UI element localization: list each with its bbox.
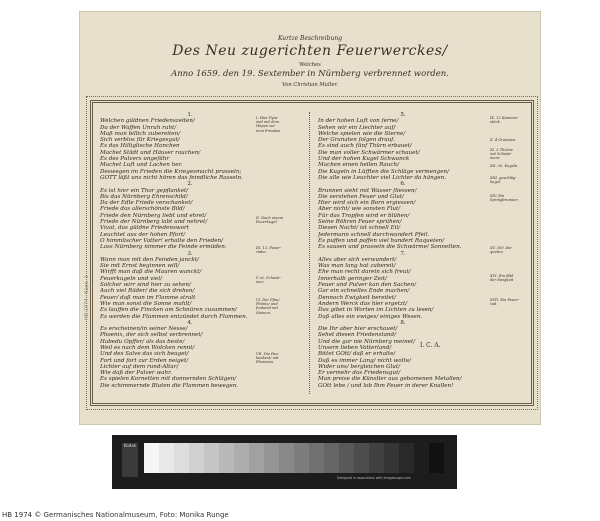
verse-line: Die verstehen Feuer und Glut/ xyxy=(318,193,405,200)
margin-note-left-5: VI. Der Pfau/ Phönix/ und funkend mit Steinen. xyxy=(256,298,280,315)
verse-line: Maß man billich zubereiten/ xyxy=(100,130,181,137)
signature: I. C. A. xyxy=(420,342,441,349)
verse-line: Welchen güldnen Friedenszeiten/ xyxy=(100,118,195,125)
gray-step xyxy=(189,443,204,473)
verse-line: Es sausen und prasseln die Schwärme/ Sonnetten. xyxy=(318,244,462,251)
color-calibration-card xyxy=(112,435,457,489)
verse-line: Er vermehr das Friedensgut/ xyxy=(318,370,401,377)
verse-line: Daß alles ein ewiges/ einiges Wesen. xyxy=(318,313,423,320)
gray-step xyxy=(369,443,384,473)
verse-line: Die Kugeln in Lüfften die Schläge vermengen/ xyxy=(318,168,450,175)
margin-note-left-4: V. et. Schwär- mer. xyxy=(256,276,282,285)
gray-step xyxy=(384,443,399,473)
verse-line: Daß es immer Lang/ nicht wolte/ xyxy=(318,357,411,364)
verse-line: Es spielen Kornetten mit donnernden Schlägen/ xyxy=(100,376,237,383)
verse-line: Es des Pulvers ungefähr xyxy=(100,156,169,163)
verse-line: Und die gar nie Nürnberg meinet/ xyxy=(318,338,416,345)
verse-line: Sehen wir ein Liechter auf/ xyxy=(318,124,396,131)
margin-note-right-7: XV. 300. Ra- queten. xyxy=(490,246,513,255)
verse-line: Lass Nürnberg nimmer die Feinde ermüden. xyxy=(100,244,227,251)
stanza-number: 3. xyxy=(187,250,193,257)
verse-line: Wann man mit den Feinden janckt/ xyxy=(100,256,199,263)
header-author: Von Christian Muller. xyxy=(282,82,338,88)
margin-note-right-9: XVII. Ein Feuer- rad. xyxy=(490,298,520,307)
right-verse-column xyxy=(318,112,488,389)
verse-line: Da der Edle Friede verschanket/ xyxy=(100,200,193,207)
verse-line: Und des Salve das sich beuget/ xyxy=(100,351,189,358)
column-divider xyxy=(309,112,311,394)
margin-note-right-5: XIII. geschläg- kugel. xyxy=(490,176,517,185)
gray-step xyxy=(309,443,324,473)
verse-line: Es das Hilliglische Hanchen xyxy=(100,143,180,150)
verse-line: Machet Luft und Lachen her. xyxy=(100,162,183,169)
stanza-number: 5. xyxy=(400,112,406,118)
verse-line: Für das Tropfen wird er blühen/ xyxy=(318,212,410,219)
verse-line: Es sind auch fünf Thürn erbauet/ xyxy=(318,143,412,150)
verse-line: Machen einen hellen Rauch/ xyxy=(318,162,399,169)
gray-step xyxy=(324,443,339,473)
verse-line: Sehet diesen Friedenstand/ xyxy=(318,332,396,339)
gray-step xyxy=(174,443,189,473)
grayscale-strip xyxy=(144,443,444,473)
verse-line: Andern Werck das hier ergetzt/ xyxy=(318,300,408,307)
margin-note-right-6: XIV. Ein Springbrunnen xyxy=(490,194,518,203)
verse-line: Fort und fort zur Erden neiget/ xyxy=(100,357,189,364)
verse-line: Wie man sonst die Sonne mahlt/ xyxy=(100,300,192,307)
verse-line: Es lauffen die Fincken am Schnüren zusammen/ xyxy=(100,307,237,314)
verse-line: Was man lang hat zubereit/ xyxy=(318,263,396,270)
header-line-1: Kurtze Beschreibung xyxy=(277,35,343,42)
left-verse-column xyxy=(100,112,280,389)
verse-line: Friede den Nürnberg liebt und ehret/ xyxy=(100,212,207,219)
verse-line: Gar ein schnelles Ende machen/ xyxy=(318,288,410,295)
gray-step xyxy=(279,443,294,473)
verse-line: Seine Röhren Feuer sprühen/ xyxy=(318,219,402,226)
verse-line: Da der Waffen Unruh ruht/ xyxy=(100,124,177,131)
verse-line: Sich verblos für Kriegesgut/ xyxy=(100,137,180,144)
verse-line: Wirfft man daß die Mauren wanckt/ xyxy=(100,269,202,276)
margin-note-right-4: XII. 30. Kugeln. xyxy=(490,164,519,168)
verse-line: Ehe man recht darein sich freut/ xyxy=(318,269,411,276)
gray-step xyxy=(234,443,249,473)
verse-line: Bis das Nürnberg Ehrenschild/ xyxy=(100,193,188,200)
verse-line: Wie daß der Pulver wahr. xyxy=(100,370,172,377)
verse-line: Brunnen sieht mit Wasser fliessen/ xyxy=(318,187,417,194)
verse-line: Es ist hier ein Thor gepflanket/ xyxy=(100,187,189,194)
broadsheet xyxy=(80,12,540,424)
margin-note-right-2: X. 4 Granaten. xyxy=(490,138,517,142)
gray-step xyxy=(414,443,429,473)
verse-line: Es erscheinen/in seiner Nesse/ xyxy=(100,326,188,333)
verse-line: Lichter auf dem rund-Altar/ xyxy=(100,363,179,370)
verse-line: Habedu Opffer/ als das beste/ xyxy=(100,338,185,345)
verse-line: Jedermann schnell durchwundert Pfeil. xyxy=(318,231,430,238)
verse-line: Welche spielen wie die Sterne/ xyxy=(318,130,406,137)
gray-step xyxy=(399,443,414,473)
verse-line: Dennoch Ewigkeit bereitet/ xyxy=(318,294,396,301)
margin-note-right-1: IX. 12 Kammer- stück. xyxy=(490,116,519,125)
verse-line: Vivat, das güldne Friedenswort xyxy=(100,225,189,232)
verse-line: Die man voller Schwärmer schauet/ xyxy=(318,149,420,156)
photo-credit: HB 1974 © Germanisches Nationalmuseum, Foto: Monika Runge xyxy=(2,511,229,519)
gray-step xyxy=(144,443,159,473)
verse-line: In der hohen Luft von ferne/ xyxy=(318,118,399,125)
verse-line: Es puffen und paffen viel hundert Raqueten/ xyxy=(318,237,445,244)
card-caption: Designed in association with imagescope.com xyxy=(337,476,411,480)
verse-line: Man preise die Künstler aus gebomenen Metallen/ xyxy=(318,376,462,383)
verse-line: Die Ihr aber hier erschauet/ xyxy=(318,326,398,333)
margin-note-right-3: XI. 5 Thürne mit Schwär- mern. xyxy=(490,148,513,161)
verse-line: Bittet GOtt/ daß er erhalte/ xyxy=(318,351,396,358)
card-logo: Kodak xyxy=(122,443,138,477)
gray-step xyxy=(339,443,354,473)
verse-line: Wider uns/ bergleichen Glut/ xyxy=(318,363,400,370)
verse-line: Aber nicht/ wie sonsten Flut/ xyxy=(318,206,401,213)
verse-line: Unsern lieben Vatterland/ xyxy=(318,344,392,351)
verse-line: Solcher wirr sind hier zu sehen/ xyxy=(100,282,191,289)
margin-note-right-8: XVI. Ein Bild der Ewigkeit xyxy=(490,274,514,283)
margin-note-left-2: II. Nach einem Feuerkugel xyxy=(256,216,284,225)
stanza-number: 4. xyxy=(187,319,193,326)
archive-stamp: HB 1974 · Kaps. 1 xyxy=(84,275,90,320)
verse-line: Feuer und Pulver kan den Sachen/ xyxy=(318,282,416,289)
gray-step xyxy=(264,443,279,473)
header-line-3: Welches xyxy=(299,62,321,68)
verse-line: O himmlischer Vatter! erhalte den Frieden/ xyxy=(100,237,224,244)
verse-line: Auch viel Räder/ die sich drehen/ xyxy=(100,288,195,295)
stanza-number: 2. xyxy=(187,181,193,188)
verse-line: Leuchtet aus der hohen Pfort/ xyxy=(100,231,186,238)
verse-line: Sie mit Ernst beginnen will/ xyxy=(100,263,180,270)
verse-line: Alles aber sich verwundert/ xyxy=(318,256,397,263)
verse-line: GOtt lebe / und lob Ihm Feuer in derer Knallen! xyxy=(318,382,454,389)
verse-line: Der Granaten folgen drauf. xyxy=(318,137,395,144)
verse-line: Das gibet in Worten im Lichten zu lesen/ xyxy=(318,307,434,314)
gray-step xyxy=(294,443,309,473)
gray-step xyxy=(204,443,219,473)
stanza-number: 7. xyxy=(400,250,406,257)
header-date: Anno 1659. den 19. Sextember in Nürnberg verbrennet worden. xyxy=(171,69,449,79)
verse-line: Diesen Nacht/ ist schnell Eil/ xyxy=(318,225,401,232)
verse-line: GOTT läßt uns nicht hören das feindliche Rasseln. xyxy=(100,174,243,181)
gray-step xyxy=(429,443,444,473)
gray-step xyxy=(354,443,369,473)
verse-line: Friede der Nürnberg labt und nehret/ xyxy=(100,219,208,226)
verse-line: Feuerkugeln und viel/ xyxy=(100,275,163,282)
gray-step xyxy=(159,443,174,473)
verse-line: Hier wird sich ein Born ergiessen/ xyxy=(318,200,416,207)
gray-step xyxy=(219,443,234,473)
verse-line: Deswegen im Frieden die Kriegesmacht prasseln; xyxy=(100,168,242,175)
stanza-number: 6. xyxy=(400,181,406,188)
verse-line: Phoenix, der sich selbst verbrennet/ xyxy=(100,332,203,339)
verse-line: Innerhalb geringer Zeit/ xyxy=(318,275,387,282)
margin-note-left-6: VII. Die Pau- kenkest/ mit Flammen. xyxy=(256,352,279,365)
verse-line: Und der hohen Kugel Schwanck xyxy=(318,156,410,163)
header-title: Des Neu zugerichten Feuerwerckes/ xyxy=(172,43,448,59)
verse-line: Die alle wie Leuchter viel Lichter da hängen. xyxy=(318,174,446,181)
verse-line: Weil es nach dem Wolcken rennt/ xyxy=(100,344,195,351)
verse-line: Machet Städt und Häuser rauchen/ xyxy=(100,149,201,156)
gray-step xyxy=(249,443,264,473)
stanza-number: 8. xyxy=(400,319,406,326)
margin-note-left-3: III. 12. Feuer- räder. xyxy=(256,246,282,255)
margin-note-left-1: I. Hier Pyra- mid mit dem Wapen sei- nem Freuden xyxy=(256,116,281,133)
verse-line: Feuer/ daß man im Flamme stralt xyxy=(100,294,196,301)
verse-line: Die schimmernde Bluten die Flammen bewegen. xyxy=(100,382,239,389)
verse-line: Friede das allerschönste Bild/ xyxy=(100,206,185,213)
verse-line: Es werden die Flammen entzündet durch Flammen. xyxy=(100,313,248,320)
stanza-number: 1. xyxy=(187,112,193,118)
